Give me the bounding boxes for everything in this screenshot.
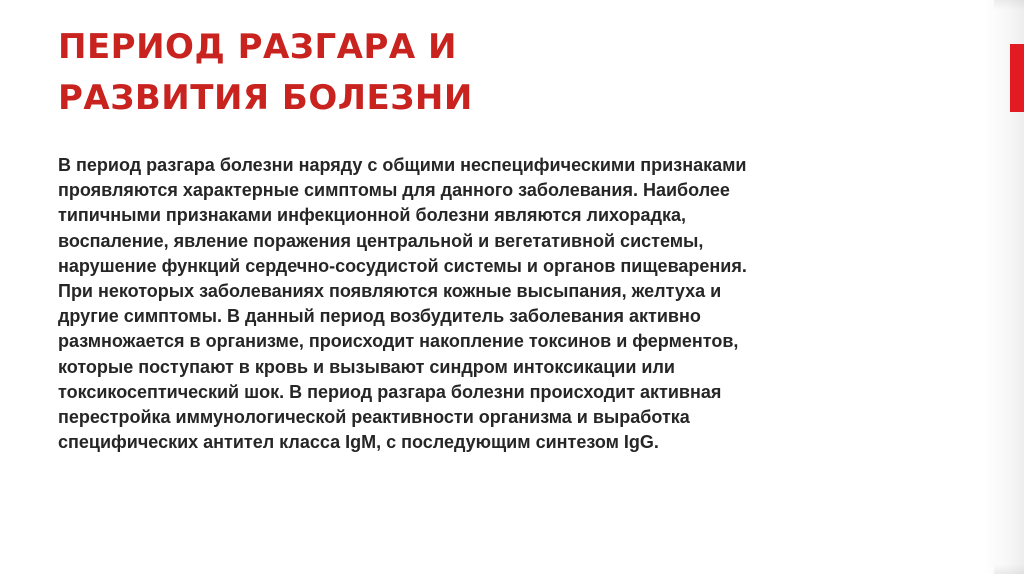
red-accent-bar (1010, 44, 1024, 112)
body-line: нарушение функций сердечно-сосудистой системы и органов пищеварения. (58, 255, 747, 276)
body-line: которые поступают в кровь и вызывают синдром интоксикации или (58, 356, 675, 377)
page-fold-bottom (994, 564, 1024, 574)
body-line: размножается в организме, происходит накопление токсинов и ферментов, (58, 331, 739, 352)
slide-title (58, 22, 473, 124)
body-line: При некоторых заболеваниях появляются кожные высыпания, желтуха и (58, 281, 722, 302)
body-line: токсикосептический шок. В период разгара болезни происходит активная (58, 381, 722, 402)
body-line: перестройка иммунологической реактивности организма и выработка (58, 407, 690, 428)
body-line: В период разгара болезни наряду с общими неспецифическими признаками (58, 155, 747, 175)
body-line: другие симптомы. В данный период возбудитель заболевания активно (58, 306, 701, 327)
body-line: воспаление, явление поражения центральной и вегетативной системы, (58, 230, 704, 251)
body-line: типичными признаками инфекционной болезни являются лихорадка, (58, 205, 687, 226)
body-line: проявляются характерные симптомы для данного заболевания. Наиболее (58, 180, 730, 201)
slide-title-line-1: ПЕРИОД РАЗГАРА И (58, 27, 457, 67)
body-line: специфических антител класса IgM, с последующим синтезом IgG. (58, 432, 659, 453)
slide-body-paragraph (58, 153, 747, 455)
page-fold-top (994, 0, 1024, 10)
slide-title-line-2: РАЗВИТИЯ БОЛЕЗНИ (58, 78, 473, 118)
